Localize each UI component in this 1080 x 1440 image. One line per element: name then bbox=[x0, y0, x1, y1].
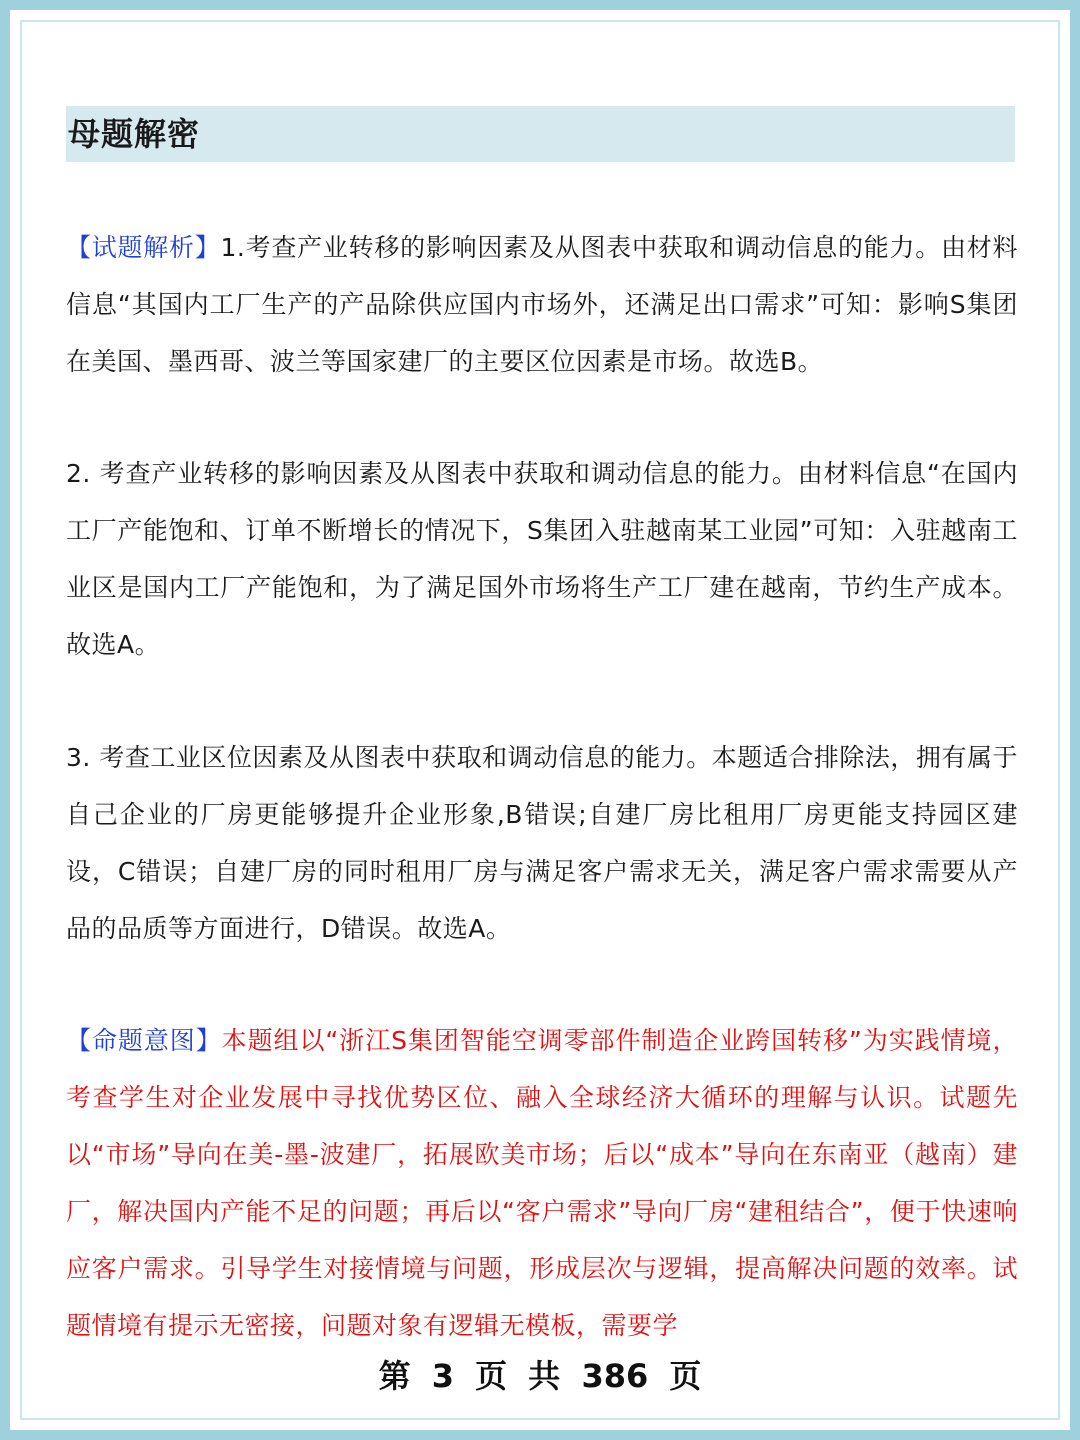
intent-text: 本题组以“浙江S集团智能空调零部件制造企业跨国转移”为实践情境，考查学生对企业发展中寻找优势区位、融入全球经济大循环的理解与认识。试题先以“市场”导向在美-墨-波建厂，拓展欧美市场；后以“成本”导向在东南亚（越南）建厂，解决国内产能不足的问题；再后以“客户需求”导向厂房“建租结合”，便于快速响应客户需求。引导学生对接情境与问题，形成层次与逻辑，提高解决问题的效率。试题情境有提示无密接，问题对象有逻辑无模板，需要学 bbox=[66, 1026, 1018, 1340]
page-number-footer: 第 3 页 共 386 页 bbox=[378, 1357, 702, 1395]
analysis-tag: 【试题解析】 bbox=[66, 233, 221, 262]
intent-tag: 【命题意图】 bbox=[66, 1026, 222, 1055]
section-header bbox=[66, 106, 1015, 162]
analysis-text-3: 3. 考查工业区位因素及从图表中获取和调动信息的能力。本题适合排除法，拥有属于自己企业的厂房更能够提升企业形象,B错误;自建厂房比租用厂房更能支持园区建设，C错误；自建厂房的同时租用厂房与满足客户需求无关，满足客户需求需要从产品的品质等方面进行，D错误。故选A。 bbox=[66, 743, 1018, 943]
intent-paragraph bbox=[66, 1012, 1018, 1348]
analysis-text-2: 2. 考查产业转移的影响因素及从图表中获取和调动信息的能力。由材料信息“在国内工厂产能饱和、订单不断增长的情况下，S集团入驻越南某工业园”可知：入驻越南工业区是国内工厂产能饱和，为了满足国外市场将生产工厂建在越南，节约生产成本。故选A。 bbox=[66, 459, 1018, 659]
analysis-text-1: 1.考查产业转移的影响因素及从图表中获取和调动信息的能力。由材料信息“其国内工厂生产的产品除供应国内市场外，还满足出口需求”可知：影响S集团在美国、墨西哥、波兰等国家建厂的主要区位因素是市场。故选B。 bbox=[66, 233, 1018, 376]
analysis-paragraph-2 bbox=[66, 445, 1018, 673]
analysis-paragraph-1 bbox=[66, 219, 1018, 390]
section-title: 母题解密 bbox=[68, 115, 201, 153]
analysis-paragraph-3 bbox=[66, 729, 1018, 957]
